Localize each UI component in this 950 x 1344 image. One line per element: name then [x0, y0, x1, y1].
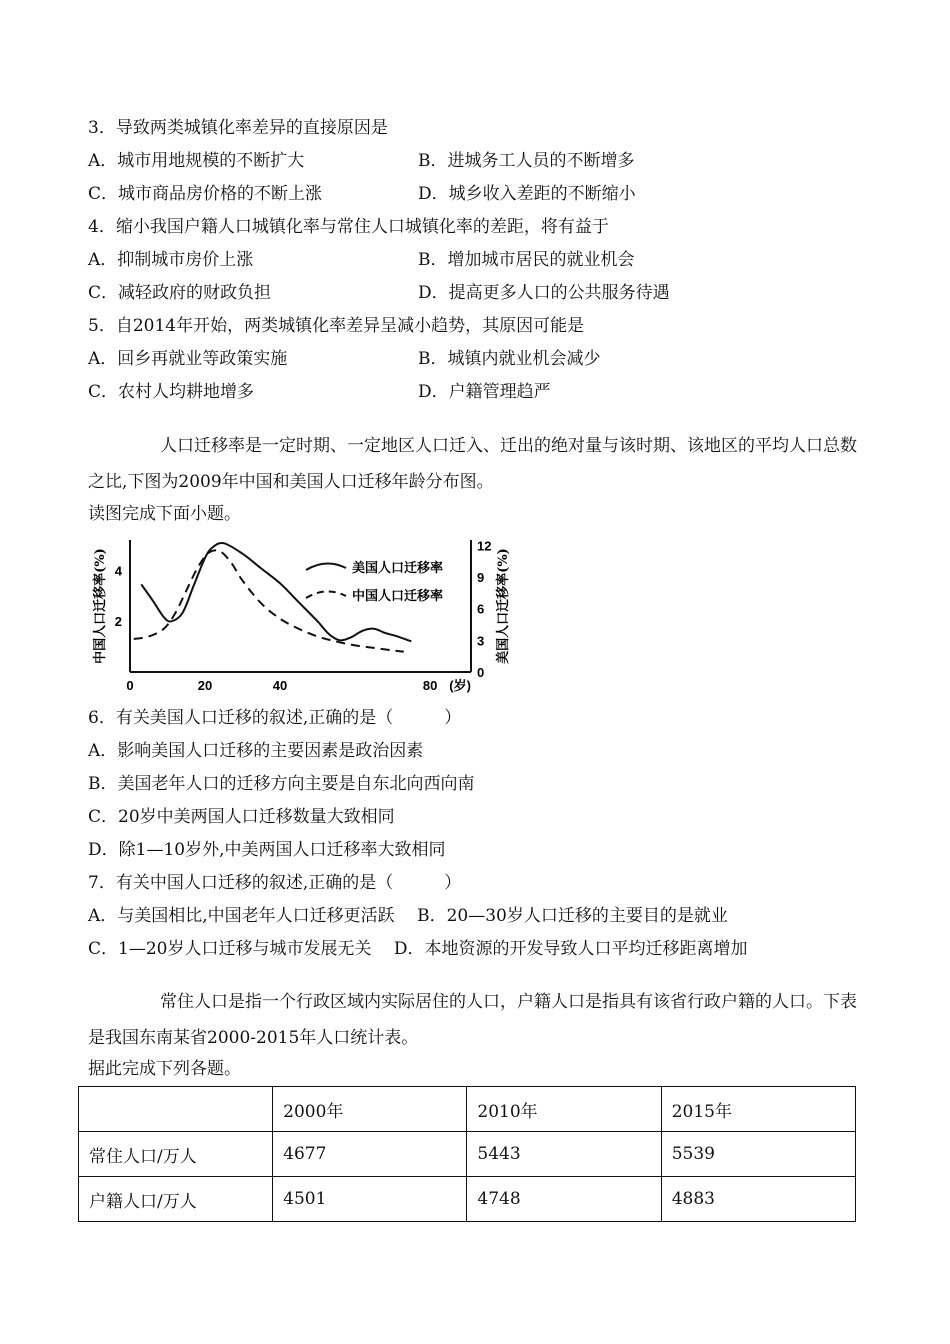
question-6-option-b: B．美国老年人口的迁移方向主要是自东北向西向南 [88, 774, 475, 794]
question-4-option-d: D．提高更多人口的公共服务待遇 [418, 283, 670, 303]
table-header-cell [79, 1087, 273, 1132]
migration-age-chart [88, 534, 528, 694]
table-header-cell: 2015年 [661, 1087, 855, 1132]
question-5-stem: 5．自2014年开始，两类城镇化率差异呈减小趋势，其原因可能是 [88, 316, 585, 336]
table-cell: 5539 [661, 1132, 855, 1177]
question-6-stem: 6．有关美国人口迁移的叙述,正确的是（ ） [88, 708, 462, 728]
question-7-options-cd: C．1—20岁人口迁移与城市发展无关 D．本地资源的开发导致人口平均迁移距离增加 [88, 939, 748, 959]
table-row [79, 1132, 856, 1177]
y-right-tick-label: 12 [477, 538, 492, 554]
y-right-tick-label: 3 [477, 633, 485, 649]
y-left-tick-label: 2 [114, 614, 122, 630]
table-cell: 4883 [661, 1177, 855, 1222]
question-3-option-b: B．进城务工人员的不断增多 [418, 151, 635, 171]
question-3-stem: 3．导致两类城镇化率差异的直接原因是 [88, 118, 388, 138]
y-right-tick-label: 9 [477, 569, 485, 585]
question-4-option-b: B．增加城市居民的就业机会 [418, 250, 635, 270]
legend-label: 中国人口迁移率 [352, 589, 444, 604]
table-cell: 5443 [467, 1132, 661, 1177]
question-5-option-c: C．农村人均耕地增多 [88, 382, 255, 402]
population-table [78, 1086, 856, 1222]
table-row [79, 1177, 856, 1222]
question-3-option-d: D．城乡收入差距的不断缩小 [418, 184, 636, 204]
population-instruction: 据此完成下列各题。 [88, 1059, 241, 1079]
migration-intro-paragraph: 人口迁移率是一定时期、一定地区人口迁入、迁出的绝对量与该时期、该地区的平均人口总数之比,下图为2009年中国和美国人口迁移年龄分布图。 [88, 436, 857, 492]
table-header-row [79, 1087, 856, 1132]
legend-swatch [306, 591, 346, 598]
x-tick-label: 0 [126, 678, 134, 693]
question-7-stem: 7．有关中国人口迁移的叙述,正确的是（ ） [88, 873, 462, 893]
question-5-option-b: B．城镇内就业机会减少 [418, 349, 601, 369]
question-6-option-c: C．20岁中美两国人口迁移数量大致相同 [88, 807, 395, 827]
question-4-stem: 4．缩小我国户籍人口城镇化率与常住人口城镇化率的差距，将有益于 [88, 217, 609, 237]
x-tick-label: 80 [422, 678, 438, 693]
x-tick-label: 20 [197, 678, 213, 693]
question-5-option-d: D．户籍管理趋严 [418, 382, 551, 402]
table-header-cell: 2000年 [273, 1087, 467, 1132]
y-right-tick-label: 6 [477, 601, 485, 617]
migration-instruction: 读图完成下面小题。 [88, 504, 241, 524]
question-5-option-a: A．回乡再就业等政策实施 [88, 349, 288, 369]
question-7-options-ab: A．与美国相比,中国老年人口迁移更活跃 B．20—30岁人口迁移的主要目的是就业 [88, 906, 728, 926]
question-4-option-a: A．抑制城市房价上涨 [88, 250, 254, 270]
question-6-option-a: A．影响美国人口迁移的主要因素是政治因素 [88, 741, 424, 761]
y-right-axis-title: 美国人口迁移率(%) [496, 548, 511, 664]
table-cell: 4748 [467, 1177, 661, 1222]
y-right-tick-label: 0 [477, 665, 485, 680]
x-unit-label: (岁) [449, 678, 471, 693]
question-3-option-c: C．城市商品房价格的不断上涨 [88, 184, 323, 204]
population-intro-paragraph: 常住人口是指一个行政区域内实际居住的人口，户籍人口是指具有该省行政户籍的人口。下表是我国东南某省2000-2015年人口统计表。 [88, 992, 857, 1048]
question-3-option-a: A．城市用地规模的不断扩大 [88, 151, 305, 171]
table-cell: 4677 [273, 1132, 467, 1177]
question-6-option-d: D．除1—10岁外,中美两国人口迁移率大致相同 [88, 840, 446, 860]
table-cell: 常住人口/万人 [79, 1132, 273, 1177]
table-cell: 4501 [273, 1177, 467, 1222]
question-4-option-c: C．减轻政府的财政负担 [88, 283, 272, 303]
table-header-cell: 2010年 [467, 1087, 661, 1132]
chart-legend [306, 560, 443, 604]
table-cell: 户籍人口/万人 [79, 1177, 273, 1222]
x-tick-label: 40 [272, 678, 288, 693]
y-left-tick-label: 4 [114, 563, 122, 579]
legend-label: 美国人口迁移率 [352, 561, 444, 576]
legend-swatch [306, 563, 346, 570]
y-left-axis-title: 中国人口迁移率(%) [93, 548, 108, 664]
